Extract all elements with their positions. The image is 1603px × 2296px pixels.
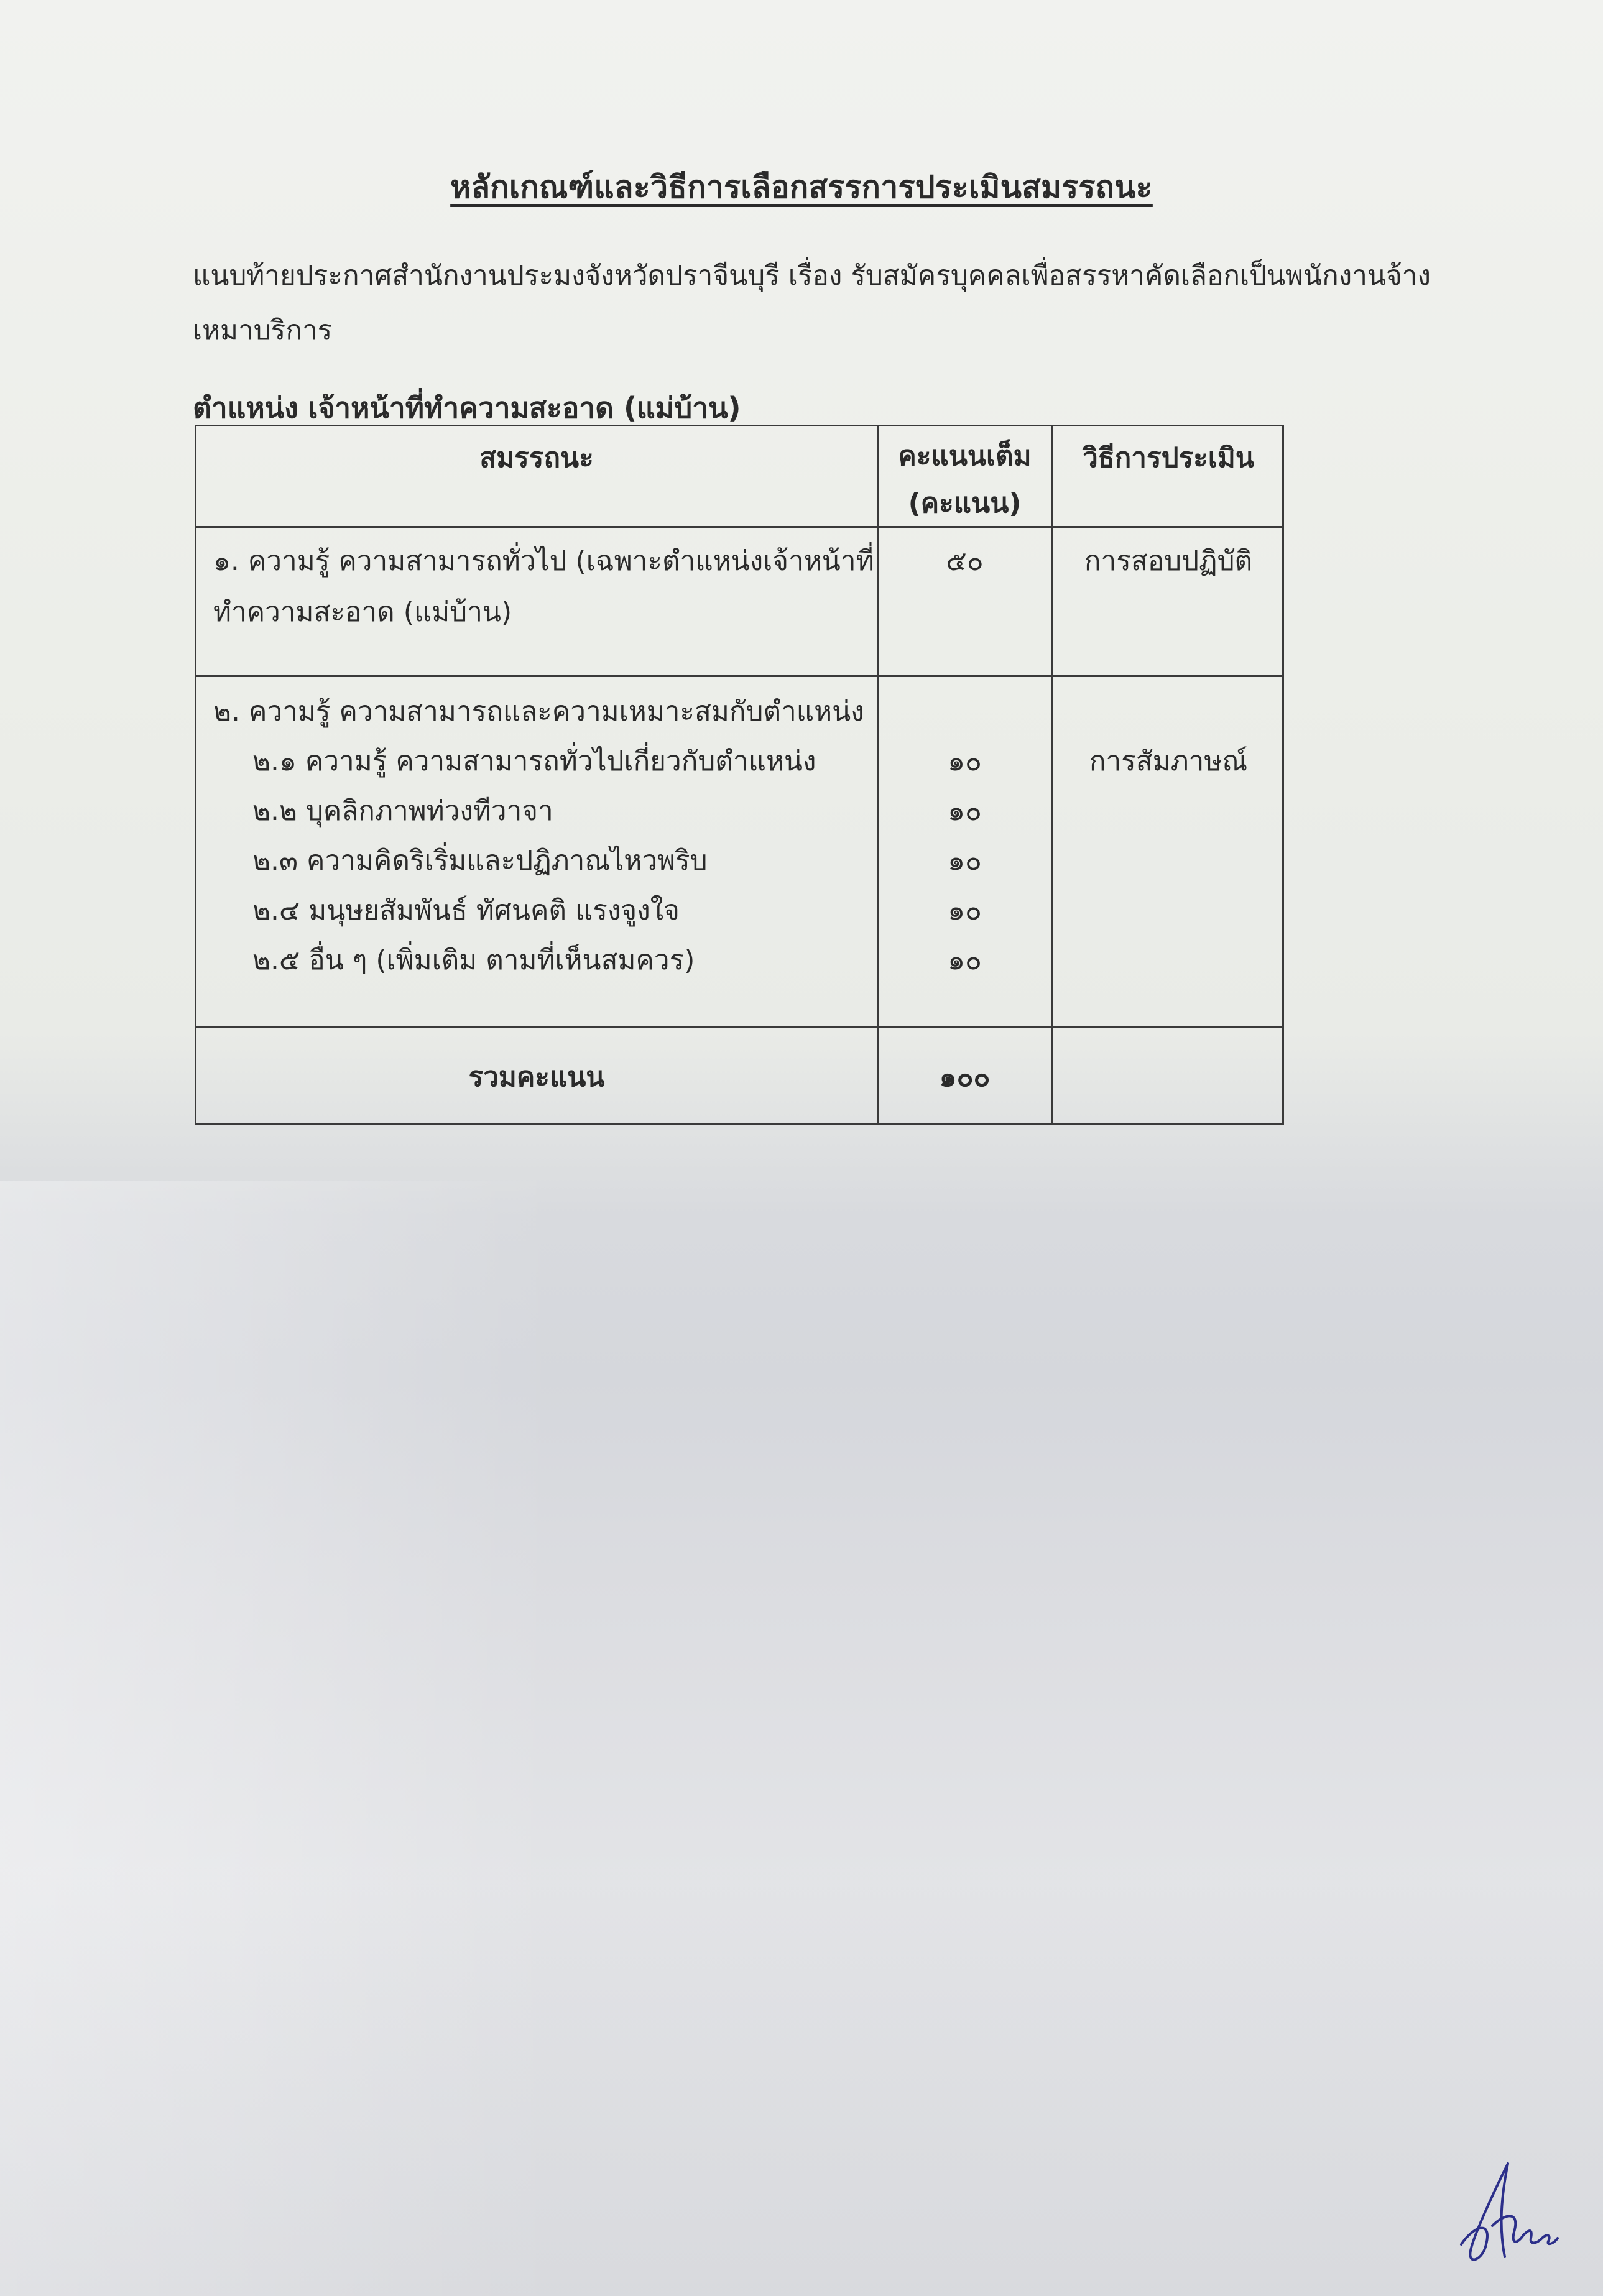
row1-score: ๕๐ [946, 545, 984, 577]
intro-line-1: แนบท้ายประกาศสำนักงานประมงจังหวัดปราจีนบุรี เรื่อง รับสมัครบุคคลเพื่อสรรหาคัดเลือกเป็นพนักงานจ้าง [193, 260, 1431, 292]
row2-sub-item: ๒.๓ ความคิดริเริ่มและปฏิภาณไหวพริบ [252, 845, 708, 877]
row2-sub-score: ๑๐ [948, 944, 982, 976]
row2-heading: ๒. ความรู้ ความสามารถและความเหมาะสมกับตำแหน่ง [213, 696, 864, 727]
header-full-score [879, 433, 1051, 527]
document-title: หลักเกณฑ์และวิธีการเลือกสรรการประเมินสมรรถนะ [450, 169, 1153, 205]
row1-line2: ทำความสะอาด (แม่บ้าน) [213, 596, 512, 628]
row2-sub-score: ๑๐ [948, 895, 982, 926]
total-label: รวมคะแนน [468, 1061, 605, 1093]
header-full-score-line2: (คะแนน) [908, 487, 1022, 519]
intro-line-2: เหมาบริการ [193, 315, 333, 346]
row2-method: การสัมภาษณ์ [1089, 745, 1248, 777]
row2-sub-score: ๑๐ [948, 845, 982, 877]
row2-sub-score: ๑๐ [948, 745, 982, 777]
row-divider [196, 675, 1282, 677]
row2-sub-item: ๒.๔ มนุษยสัมพันธ์ ทัศนคติ แรงจูงใจ [252, 895, 680, 926]
row2-sub-score: ๑๐ [948, 795, 982, 827]
row-divider [196, 1026, 1282, 1028]
row-divider [196, 526, 1282, 528]
total-score: ๑๐๐ [939, 1061, 991, 1093]
row1-line1: ๑. ความรู้ ความสามารถทั่วไป (เฉพาะตำแหน่งเจ้าหน้าที่ [213, 545, 874, 577]
competency-table [195, 425, 1284, 1125]
row1-competency [213, 536, 874, 638]
row2-sub-item: ๒.๕ อื่น ๆ (เพิ่มเติม ตามที่เห็นสมควร) [252, 944, 695, 976]
header-competency: สมรรถนะ [479, 442, 594, 474]
intro-paragraph [193, 249, 1436, 358]
row2-sub-item: ๒.๒ บุคลิกภาพท่วงทีวาจา [252, 795, 553, 827]
header-method: วิธีการประเมิน [1083, 442, 1254, 474]
header-full-score-line1: คะแนนเต็ม [898, 440, 1032, 472]
paper-shadow [0, 1865, 1603, 2296]
handwritten-signature [1449, 2151, 1561, 2275]
row1-method: การสอบปฏิบัติ [1084, 545, 1253, 577]
position-heading: ตำแหน่ง เจ้าหน้าที่ทำความสะอาด (แม่บ้าน) [193, 391, 741, 425]
row2-sub-item: ๒.๑ ความรู้ ความสามารถทั่วไปเกี่ยวกับตำแหน่ง [252, 745, 816, 777]
